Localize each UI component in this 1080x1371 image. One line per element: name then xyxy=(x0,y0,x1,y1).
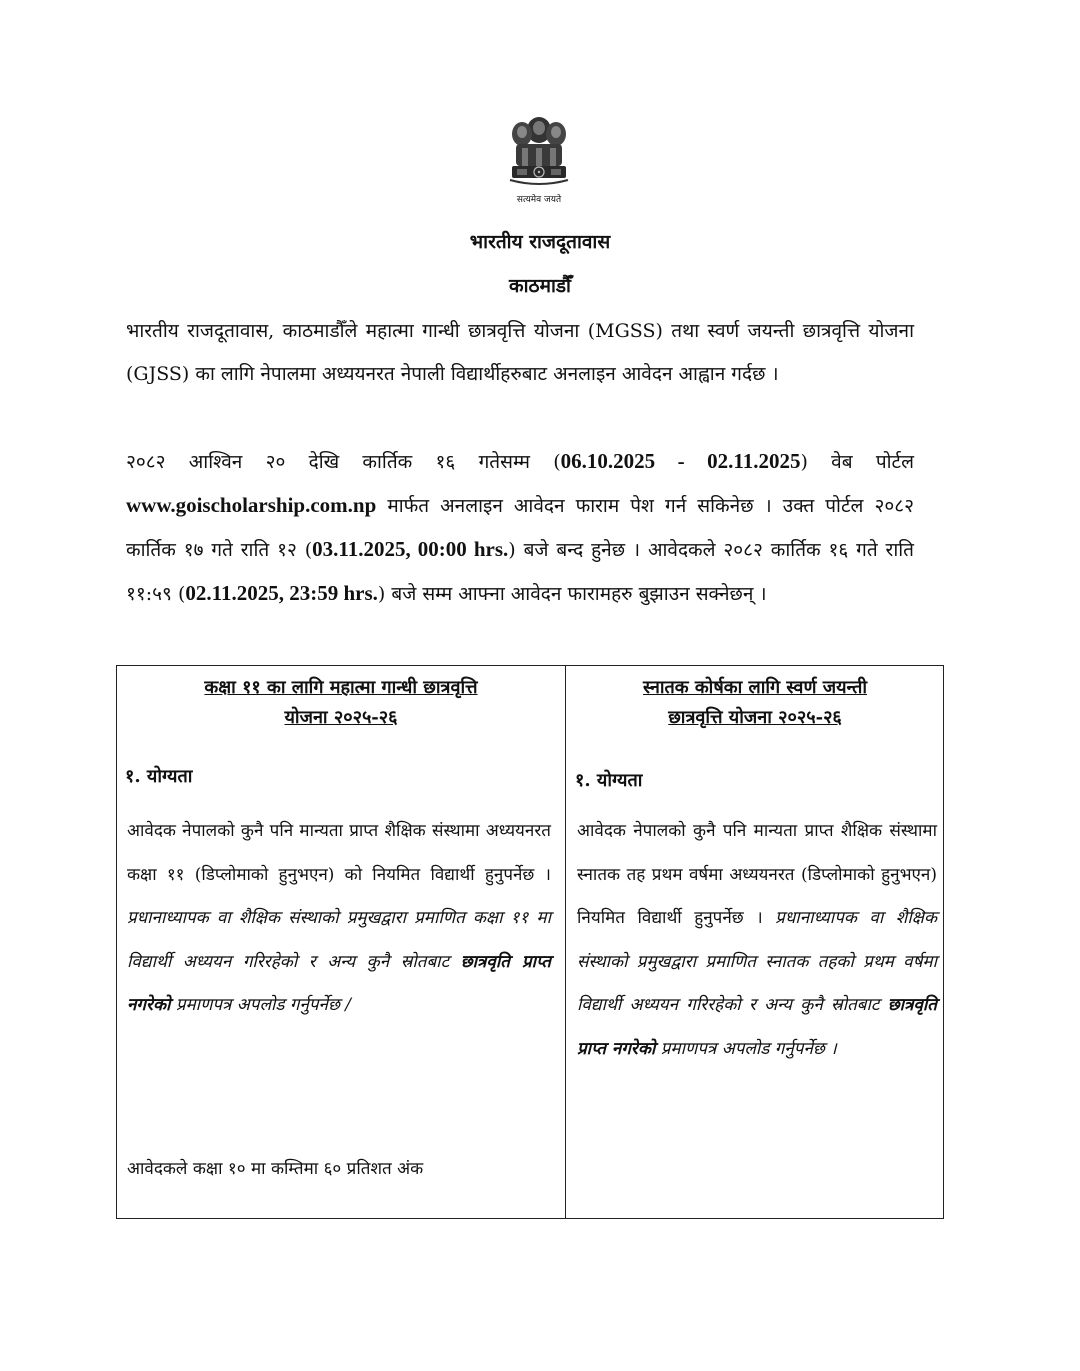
submission-deadline: 02.11.2025, 23:59 hrs. xyxy=(185,581,378,605)
intro-paragraph: भारतीय राजदूतावास, काठमाडौँले महात्मा गान्धी छात्रवृत्ति योजना (MGSS) तथा स्वर्ण जयन्ती छात्रवृत्ति योजना (GJSS) का लागि नेपालमा अध्ययनरत नेपाली विद्यार्थीहरुबाट अनलाइन आवेदन आह्वान गर्दछ । xyxy=(126,320,914,385)
mgss-eligibility-text xyxy=(127,810,551,1028)
scholarship-table xyxy=(116,665,944,1219)
mgss-column xyxy=(117,666,565,1179)
gjss-title-line2: छात्रवृत्ति योजना २०२५-२६ xyxy=(668,707,842,728)
mgss-eligibility-heading: १. योग्यता xyxy=(125,766,193,787)
gjss-text-bold: छात्रवृति प्राप्त नगरेको xyxy=(577,995,937,1059)
gjss-title xyxy=(567,666,943,733)
gjss-text-plain: आवेदक नेपालको कुनै पनि मान्यता प्राप्त शैक्षिक संस्थामा स्नातक तह प्रथम वर्षमा अध्ययनरत (डिप्लोमाको हुनुभएन) नियमित विद्यार्थी हुनुपर्नेछ । xyxy=(577,821,937,928)
schedule-text-4: ) बजे बन्द हुनेछ । आवेदकले २०८२ कार्तिक १६ गते राति ११:५९ ( xyxy=(126,539,914,605)
embassy-title: भारतीय राजदूतावास xyxy=(469,231,611,253)
gjss-text-italic-end: प्रमाणपत्र अपलोड गर्नुपर्नेछ । xyxy=(655,1038,837,1059)
gjss-column xyxy=(567,666,943,1059)
emblem-motto: सत्यमेव जयते xyxy=(516,195,562,205)
mgss-text-italic: प्रधानाध्यापक वा शैक्षिक संस्थाको प्रमुखद्वारा प्रमाणित कक्षा ११ मा विद्यार्थी अध्ययन गरिरहेको र अन्य कुनै स्रोतबाट xyxy=(127,908,551,972)
mgss-title xyxy=(117,666,565,733)
schedule-text-2: ) वेब पोर्टल xyxy=(800,451,914,473)
mgss-text-italic-end: प्रमाणपत्र अपलोड गर्नुपर्नेछ / xyxy=(170,995,352,1015)
website-link[interactable]: www.goischolarship.com.np xyxy=(126,493,377,517)
schedule-text-5: ) बजे सम्म आफ्ना आवेदन फारामहरु बुझाउन सक्नेछन् । xyxy=(377,583,767,605)
gjss-eligibility-heading: १. योग्यता xyxy=(575,770,643,791)
mgss-title-line1: कक्षा ११ का लागि महात्मा गान्धी छात्रवृत्ति xyxy=(204,677,478,698)
gjss-eligibility-text xyxy=(577,810,937,1071)
city-title: काठमाडौँ xyxy=(509,275,571,297)
national-emblem-icon xyxy=(496,110,582,194)
table-divider xyxy=(565,666,566,1218)
gjss-text-italic: प्रधानाध्यापक वा शैक्षिक संस्थाको प्रमुखद्वारा प्रमाणित स्नातक तहको प्रथम वर्षमा विद्यार्थी अध्ययन गरिरहेको र अन्य कुनै स्रोतबाट xyxy=(577,908,937,1015)
mgss-last-line: आवेदकले कक्षा १० मा कम्तिमा ६० प्रतिशत अंक xyxy=(127,1159,424,1179)
mgss-text-plain: आवेदक नेपालको कुनै पनि मान्यता प्राप्त शैक्षिक संस्थामा अध्ययनरत कक्षा ११ (डिप्लोमाको हुनुभएन) को नियमित विद्यार्थी हुनुपर्नेछ । xyxy=(127,821,551,885)
national-emblem xyxy=(496,110,582,206)
mgss-text-bold: छात्रवृति प्राप्त नगरेको xyxy=(127,951,551,1015)
application-dates: 06.10.2025 - 02.11.2025 xyxy=(560,449,801,473)
portal-close-time: 03.11.2025, 00:00 hrs. xyxy=(312,537,509,561)
schedule-text-3: मार्फत अनलाइन आवेदन फाराम पेश गर्न सकिनेछ । उक्त पोर्टल २०८२ कार्तिक १७ गते राति १२ ( xyxy=(126,495,914,561)
mgss-title-line2: योजना २०२५-२६ xyxy=(284,707,398,728)
gjss-title-line1: स्नातक कोर्षका लागि स्वर्ण जयन्ती xyxy=(642,677,867,698)
schedule-text-1: २०८२ आश्विन २० देखि कार्तिक १६ गतेसम्म ( xyxy=(126,451,561,473)
schedule-paragraph xyxy=(126,440,914,616)
